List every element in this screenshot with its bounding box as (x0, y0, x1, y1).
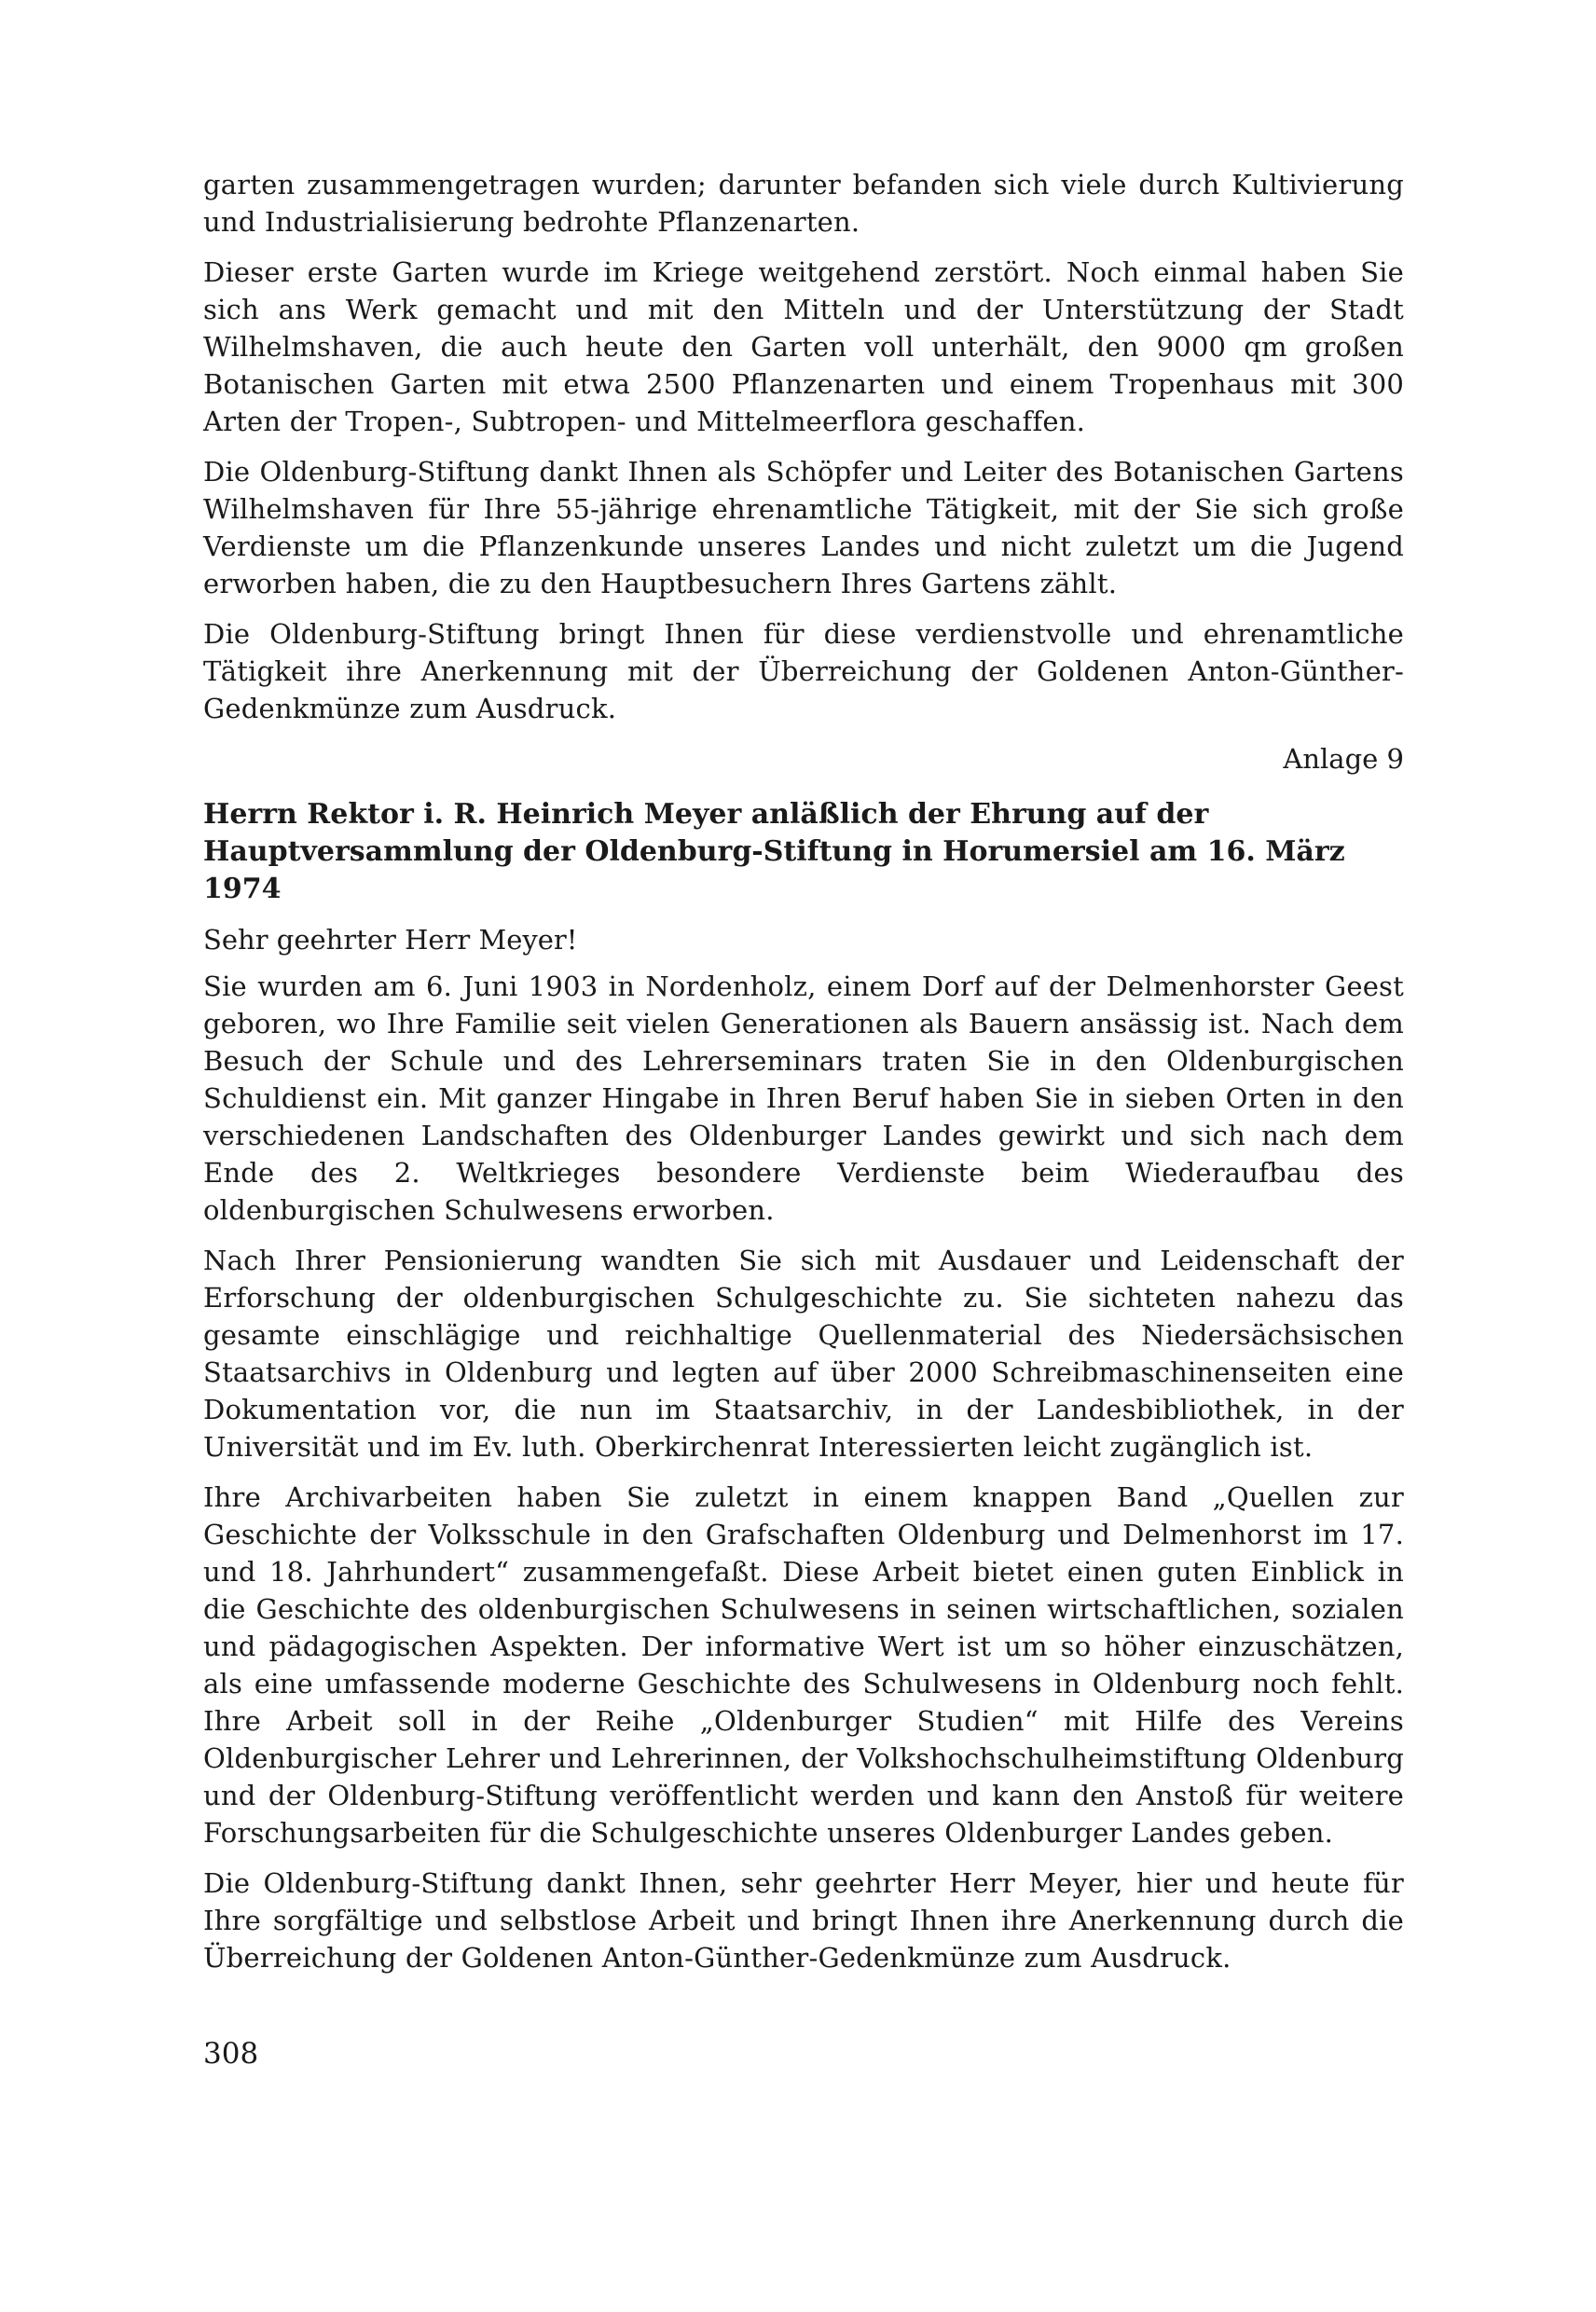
paragraph-biography: Sie wurden am 6. Juni 1903 in Nordenholz, einem Dorf auf der Delmenhorster Geest geboren, wo Ihre Familie seit vielen Generationen als Bauern ansässig ist. Nach dem Besuch der Schule und des Lehrerseminars traten Sie in den Oldenburgischen Schuldienst ein. Mit ganzer Hingabe in Ihren Beruf haben Sie in sieben Orten in den verschiedenen Landschaften des Oldenburger Landes gewirkt und sich nach dem Ende des 2. Weltkrieges besondere Verdienste beim Wiederaufbau des oldenburgischen Schulwesens erworben. (203, 970, 1404, 1226)
paragraph-meyer-thanks: Die Oldenburg-Stiftung dankt Ihnen, sehr geehrter Herr Meyer, hier und heute für Ihre sorgfältige und selbstlose Arbeit und bringt Ihnen ihre Anerkennung durch die Überreichung der Goldenen Anton-Günther-Gedenkmünze zum Ausdruck. (203, 1867, 1404, 1974)
salutation: Sehr geehrter Herr Meyer! (203, 924, 578, 956)
page-number: 308 (203, 2037, 259, 2071)
paragraph-research: Nach Ihrer Pensionierung wandten Sie sich mit Ausdauer und Leidenschaft der Erforschung der oldenburgischen Schulgeschichte zu. Sie sichteten nahezu das gesamte einschlägige und reichhaltige Quellenmaterial des Niedersächsischen Staatsarchivs in Oldenburg und legten auf über 2000 Schreibmaschinenseiten eine Dokumentation vor, die nun im Staatsarchiv, in der Landesbibliothek, in der Universität und im Ev. luth. Oberkirchenrat Interessierten leicht zugänglich ist. (203, 1245, 1404, 1463)
section-heading: Herrn Rektor i. R. Heinrich Meyer anläßlich der Ehrung auf der Hauptversammlung der Oldenburg-Stiftung in Horumersiel am 16. März 1974 (203, 798, 1345, 905)
paragraph-publication: Ihre Archivarbeiten haben Sie zuletzt in einem knappen Band „Quellen zur Geschichte der Volksschule in den Grafschaften Oldenburg und Delmenhorst im 17. und 18. Jahrhundert“ zusammengefaßt. Diese Arbeit bietet einen guten Einblick in die Geschichte des oldenburgischen Schulwesens in seinen wirtschaftlichen, sozialen und pädagogischen Aspekten. Der informative Wert ist um so höher einzuschätzen, als eine umfassende moderne Geschichte des Schulwesens in Oldenburg noch fehlt. Ihre Arbeit soll in der Reihe „Oldenburger Studien“ mit Hilfe des Vereins Oldenburgischer Lehrer und Lehrerinnen, der Volkshochschulheimstiftung Oldenburg und der Oldenburg-Stiftung veröffentlicht werden und kann den Anstoß für weitere Forschungsarbeiten für die Schulgeschichte unseres Oldenburger Landes geben. (203, 1481, 1404, 1849)
paragraph-garden-rebuilt: Dieser erste Garten wurde im Kriege weitgehend zerstört. Noch einmal haben Sie sich ans Werk gemacht und mit den Mitteln und der Unterstützung der Stadt Wilhelmshaven, die auch heute den Garten voll unterhält, den 9000 qm großen Botanischen Garten mit etwa 2500 Pflanzenarten und einem Tropenhaus mit 300 Arten der Tropen-, Subtropen- und Mittelmeerflora geschaffen. (203, 256, 1404, 437)
paragraph-garden-medal: Die Oldenburg-Stiftung bringt Ihnen für diese verdienstvolle und ehrenamtliche Tätigkeit ihre Anerkennung mit der Überreichung der Goldenen Anton-Günther-Gedenkmünze zum Ausdruck. (203, 618, 1404, 724)
annex-label: Anlage 9 (1283, 743, 1404, 775)
paragraph-garden-thanks: Die Oldenburg-Stiftung dankt Ihnen als Schöpfer und Leiter des Botanischen Gartens Wilhelmshaven für Ihre 55-jährige ehrenamtliche Tätigkeit, mit der Sie sich große Verdienste um die Pflanzenkunde unseres Landes und nicht zuletzt um die Jugend erworben haben, die zu den Hauptbesuchern Ihres Gartens zählt. (203, 456, 1404, 599)
document-page (203, 166, 1404, 2254)
paragraph-garden-continuation: garten zusammengetragen wurden; darunter befanden sich viele durch Kultivierung und Industrialisierung bedrohte Pflanzenarten. (203, 169, 1404, 238)
